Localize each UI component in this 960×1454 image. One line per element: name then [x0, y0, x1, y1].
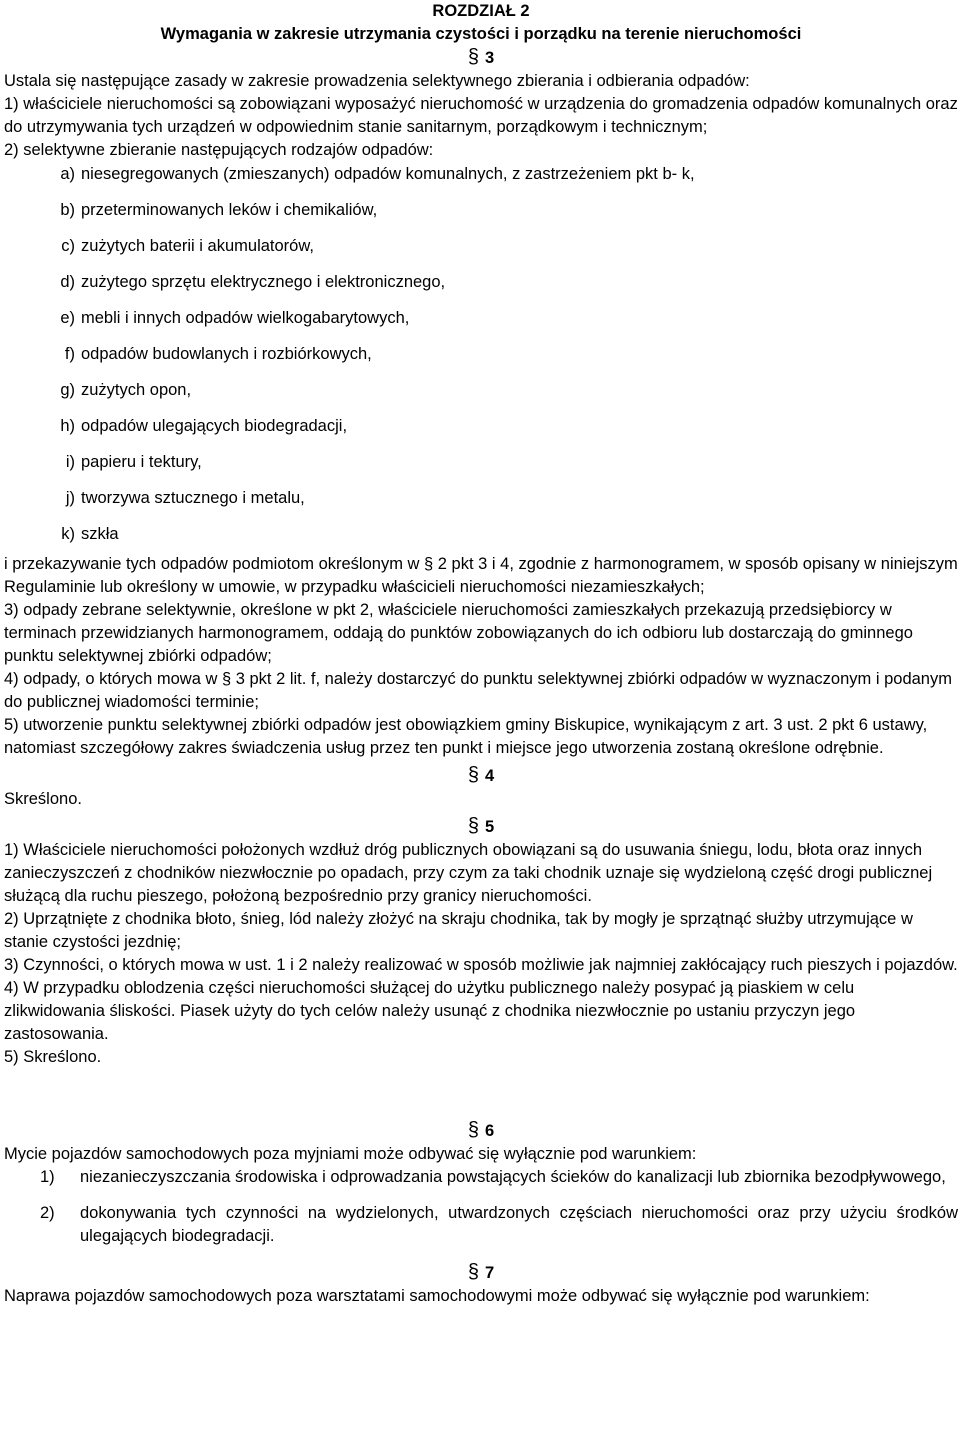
section-5-heading: § 5	[467, 815, 495, 837]
section-3-heading	[4, 46, 958, 70]
list-item: i) papieru i tektury,	[65, 453, 202, 471]
list-item: 1) niezanieczyszczania środowiska i odprowadzania powstających ścieków do kanalizacji lub zbiornika bezodpływowego,	[40, 1168, 946, 1186]
list-item: 2) dokonywania tych czynności na wydzielonych, utwardzonych częściach nieruchomości oraz przy użyciu środków ulegających biodegradacji.	[40, 1204, 958, 1245]
section-symbol: §	[467, 46, 479, 68]
section-3-point-5: 5) utworzenie punktu selektywnej zbiórki odpadów jest obowiązkiem gminy Biskupice, wynikającym z art. 3 ust. 2 pkt 6 ustawy, natomiast szczegółowy zakres świadczenia usług przez ten punkt i miejsce jego utworzenia zostaną określone odrębnie.	[4, 716, 928, 757]
section-7-number: 7	[484, 1264, 495, 1282]
section-4-heading: § 4	[467, 764, 495, 786]
section-3-point-3: 3) odpady zebrane selektywnie, określone w pkt 2, właściciele nieruchomości zamieszkałych przekazują przedsiębiorcy w terminach przewidzianych harmonogramem, oddają do punktów zobowiązanych do ich odbioru lub dostarczają do gminnego punktu selektywnej zbiórki odpadów;	[4, 601, 913, 665]
list-item: f) odpadów budowlanych i rozbiórkowych,	[64, 345, 372, 363]
section-3-point-1: 1) właściciele nieruchomości są zobowiązani wyposażyć nieruchomość w urządzenia do gromadzenia odpadów komunalnych oraz do utrzymywania tych urządzeń w odpowiednim stanie sanitarnym, porządkowym i technicznym;	[4, 95, 958, 136]
section-4-text: Skreślono.	[4, 790, 82, 808]
section-5-point-4: 4) W przypadku oblodzenia części nieruchomości służącej do użytku publicznego należy posypać ją piaskiem w celu zlikwidowania śliskości. Piasek użyty do tych celów należy usunąć z chodnika niezwłocznie po ustaniu przyczyn jego zastosowania.	[4, 979, 856, 1043]
section-6-number: 6	[484, 1122, 495, 1140]
list-item: b) przeterminowanych leków i chemikaliów,	[60, 201, 378, 219]
document-page	[4, 0, 958, 1308]
section-5-point-3: 3) Czynności, o których mowa w ust. 1 i 2 należy realizować w sposób możliwie jak najmniej zakłócający ruch pieszych i pojazdów.	[4, 956, 958, 974]
section-3-intro: Ustala się następujące zasady w zakresie prowadzenia selektywnego zbierania i odbierania odpadów:	[4, 72, 750, 90]
section-3-number: 3	[484, 49, 495, 67]
section-5-point-2: 2) Uprzątnięte z chodnika błoto, śnieg, lód należy złożyć na skraju chodnika, tak by mogły je sprzątnąć służby utrzymujące w stanie czystości jezdnię;	[4, 910, 913, 951]
section-4-number: 4	[484, 767, 495, 785]
list-item: e) mebli i innych odpadów wielkogabarytowych,	[60, 309, 410, 327]
chapter-subtitle: Wymagania w zakresie utrzymania czystości i porządku na terenie nieruchomości	[160, 25, 802, 43]
section-5-number: 5	[484, 818, 495, 836]
list-item: a) niesegregowanych (zmieszanych) odpadów komunalnych, z zastrzeżeniem pkt b- k,	[60, 165, 695, 183]
list-item: d) zużytego sprzętu elektrycznego i elektronicznego,	[60, 273, 446, 291]
list-item: g) zużytych opon,	[60, 381, 192, 399]
section-7-heading: § 7	[467, 1261, 495, 1283]
list-item: j) tworzywa sztucznego i metalu,	[65, 489, 305, 507]
section-7-intro: Naprawa pojazdów samochodowych poza warsztatami samochodowymi może odbywać się wyłącznie pod warunkiem:	[4, 1287, 870, 1305]
section-3-point-4: 4) odpady, o których mowa w § 3 pkt 2 lit. f, należy dostarczyć do punktu selektywnej zbiórki odpadów w wyznaczonym i podanym do publicznej wiadomości terminie;	[4, 670, 952, 711]
section-6-intro: Mycie pojazdów samochodowych poza myjniami może odbywać się wyłącznie pod warunkiem:	[4, 1145, 697, 1163]
section-3-point-2-continuation: i przekazywanie tych odpadów podmiotom określonym w § 2 pkt 3 i 4, zgodnie z harmonogramem, w sposób opisany w niniejszym Regulaminie lub określony w umowie, w przypadku właścicieli nieruchomości niezamieszkałych;	[4, 555, 958, 596]
list-item: k) szkła	[61, 525, 119, 543]
section-3-point-2: 2) selektywne zbieranie następujących rodzajów odpadów:	[4, 141, 434, 159]
section-5-point-5: 5) Skreślono.	[4, 1048, 102, 1066]
section-5-point-1: 1) Właściciele nieruchomości położonych wzdłuż dróg publicznych obowiązani są do usuwania śniegu, lodu, błota oraz innych zanieczyszczeń z chodników niezwłocznie po opadach, przy czym za taki chodnik uznaje się wydzieloną część drogi publicznej służącą dla ruchu pieszego, położoną bezpośrednio przy granicy nieruchomości.	[4, 841, 933, 905]
chapter-title: ROZDZIAŁ 2	[432, 2, 530, 20]
list-item: h) odpadów ulegających biodegradacji,	[60, 417, 348, 435]
car-wash-conditions-list	[4, 1166, 958, 1248]
list-item: c) zużytych baterii i akumulatorów,	[61, 237, 314, 255]
section-6-heading: § 6	[467, 1119, 495, 1141]
waste-types-list	[4, 163, 958, 553]
